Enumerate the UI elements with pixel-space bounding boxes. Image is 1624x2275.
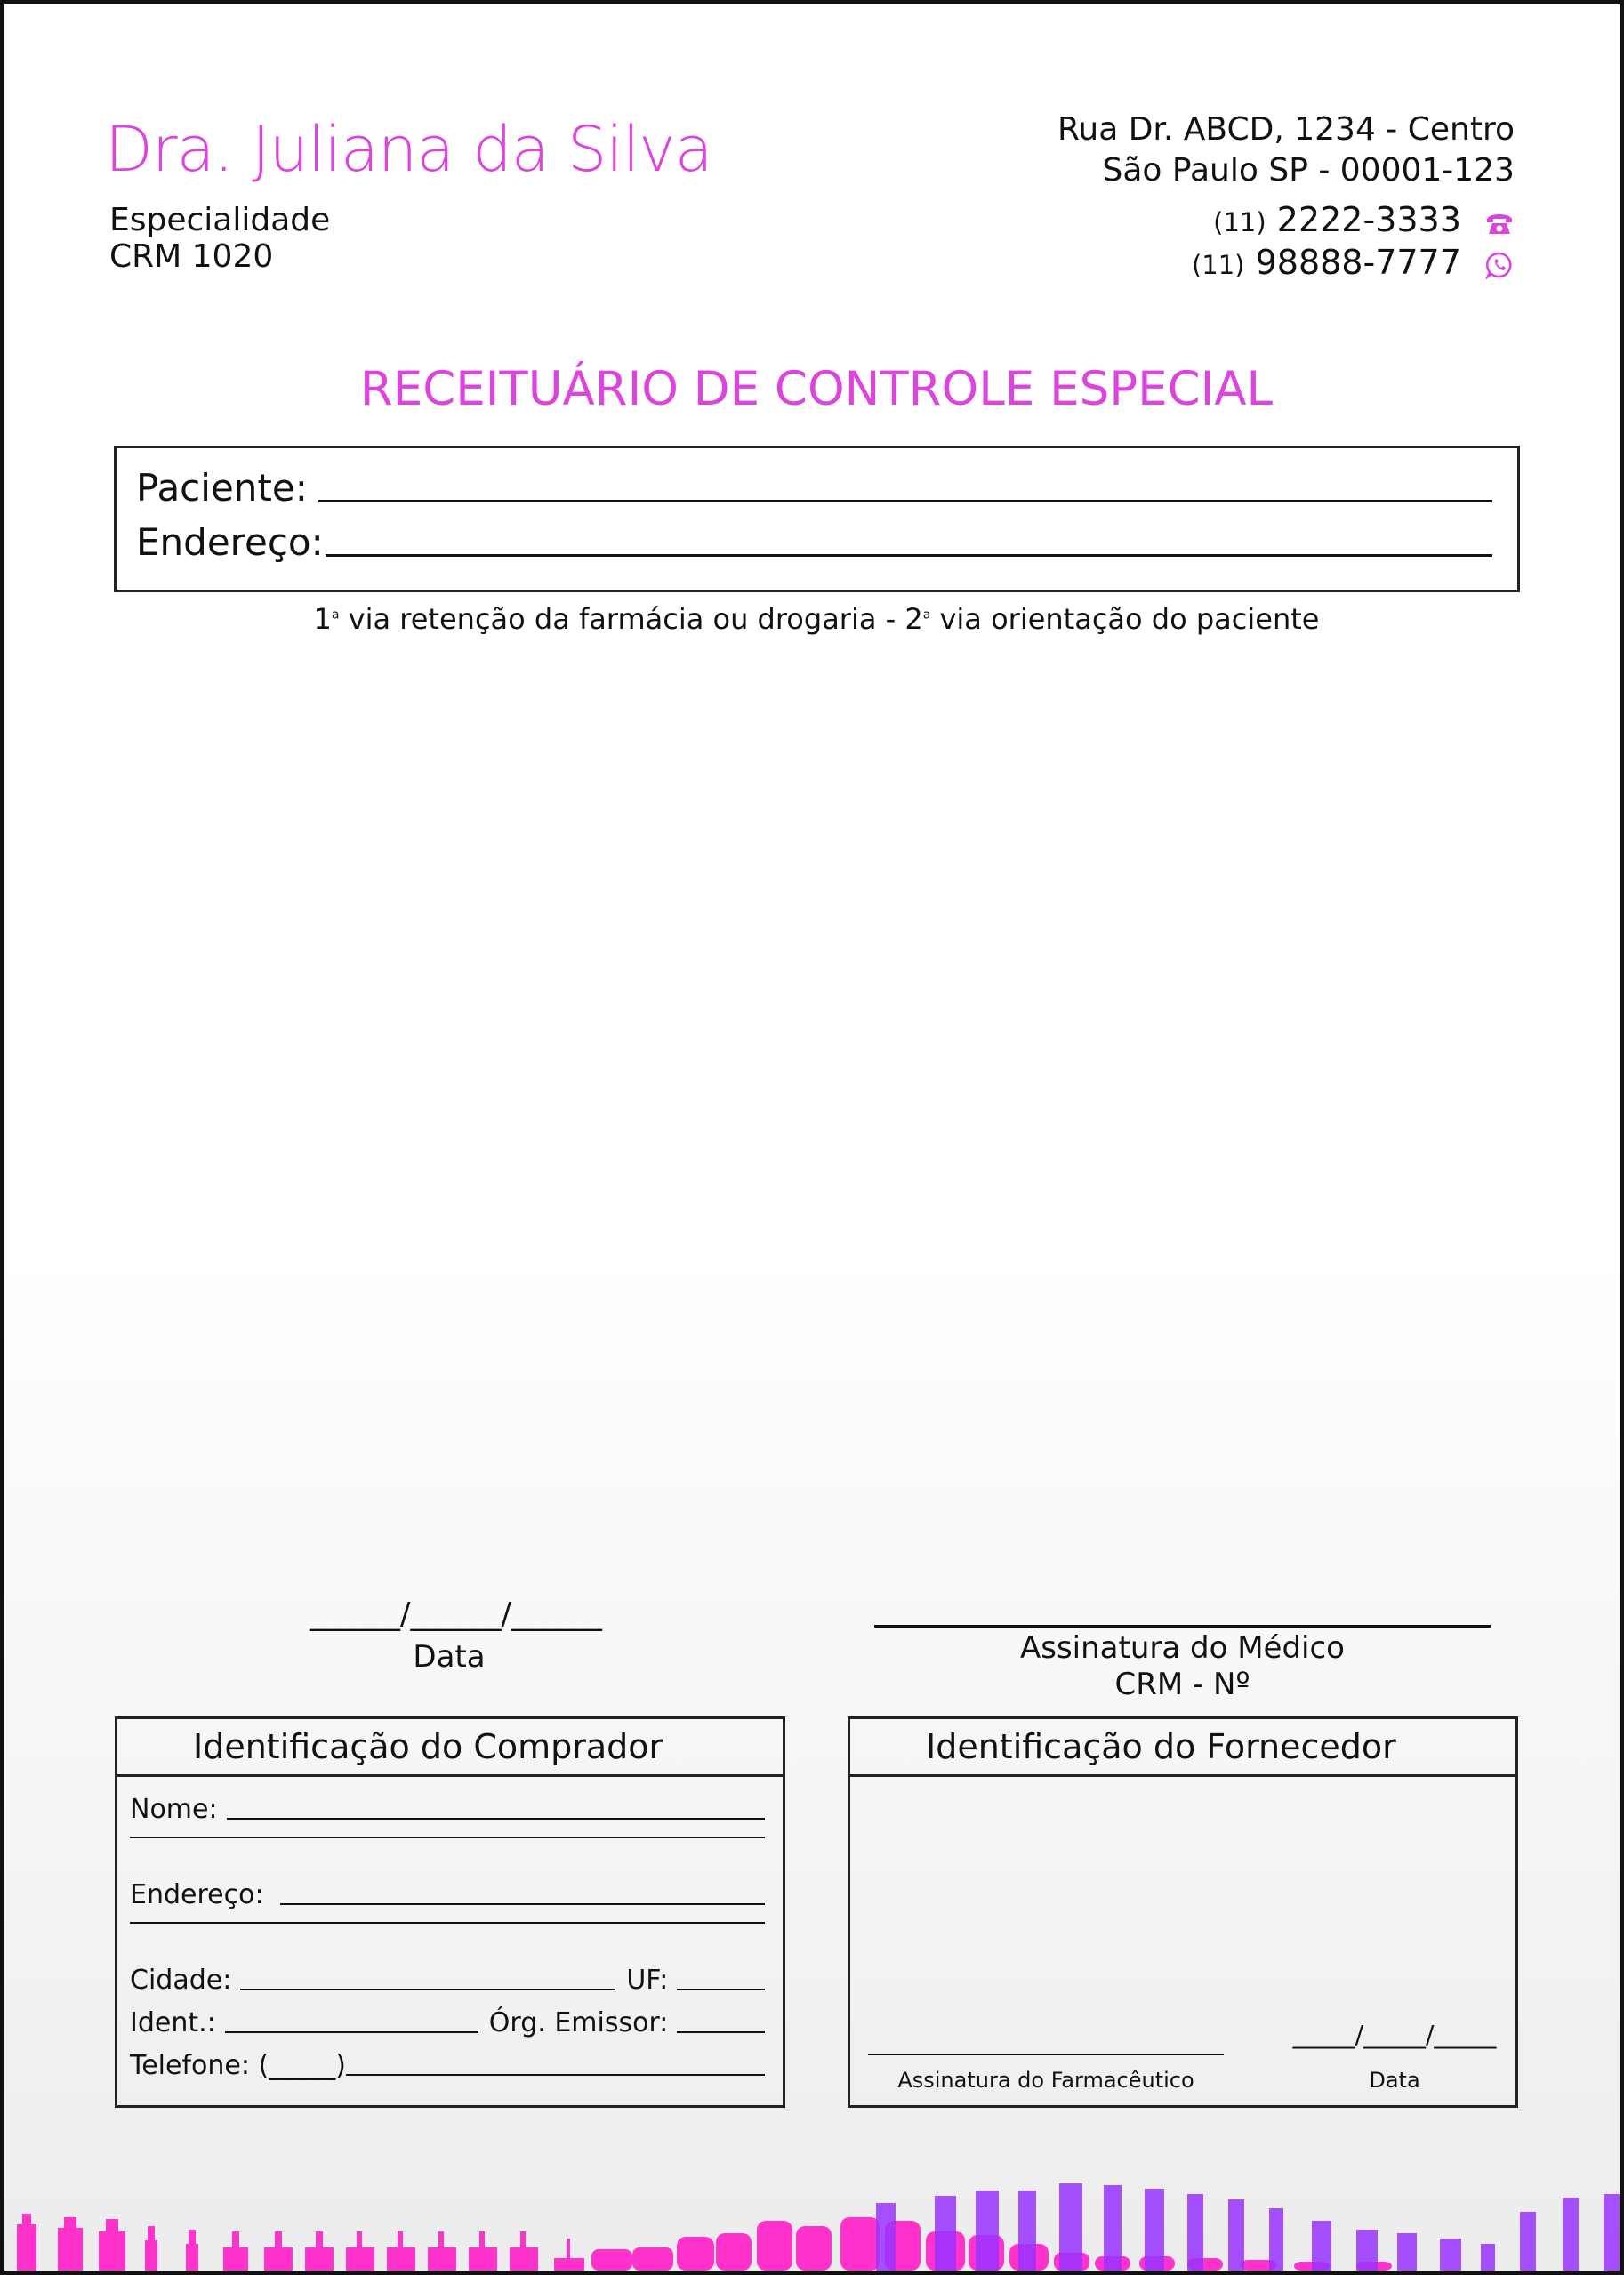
- supplier-identification-box: [848, 1716, 1518, 2108]
- prescription-date-label: Data: [413, 1639, 486, 1675]
- purple-bottles: [876, 2183, 1621, 2271]
- doctor-signature-line[interactable]: [874, 1625, 1491, 1628]
- buyer-city-row: [130, 1965, 765, 1996]
- pharmacist-signature-line[interactable]: [868, 2054, 1224, 2055]
- pink-bottles: [17, 2214, 1392, 2271]
- buyer-identification-box: [115, 1716, 785, 2108]
- phone-number: 2222-3333: [1276, 200, 1461, 239]
- buyer-address-continuation-row: [130, 1922, 765, 1929]
- specialty: Especialidade: [109, 202, 331, 238]
- prescription-date-field[interactable]: ______/______/______: [310, 1596, 602, 1632]
- buyer-uf-label: UF:: [626, 1965, 669, 1996]
- buyer-name-row: [130, 1794, 765, 1825]
- supplier-date-field[interactable]: _____/_____/_____: [1292, 2020, 1497, 2049]
- buyer-name-label: Nome:: [130, 1794, 218, 1825]
- buyer-address-continuation-field[interactable]: [130, 1922, 765, 1924]
- patient-address-row: [136, 520, 1492, 564]
- supplier-date-label: Data: [1369, 2068, 1420, 2093]
- phone-icon: [1484, 207, 1515, 237]
- buyer-uf-field[interactable]: [677, 1989, 765, 1990]
- buyer-city-field[interactable]: [240, 1989, 615, 1990]
- patient-address-field[interactable]: [326, 554, 1492, 557]
- bottles-decoration: [4, 2164, 1624, 2271]
- whatsapp-number: 98888-7777: [1255, 243, 1461, 282]
- buyer-address-row: [130, 1879, 765, 1910]
- buyer-ident-row: [130, 2007, 765, 2038]
- buyer-name-continuation-row: [130, 1837, 765, 1844]
- whatsapp-icon: [1484, 250, 1515, 280]
- buyer-box-title: Identificação do Comprador: [117, 1719, 783, 1777]
- clinic-address: [1057, 109, 1515, 191]
- pharmacist-signature-label: Assinatura do Farmacêutico: [897, 2068, 1194, 2093]
- doctor-crm-label: CRM - Nº: [1114, 1666, 1250, 1702]
- address-line-1: Rua Dr. ABCD, 1234 - Centro: [1057, 111, 1515, 148]
- buyer-issuer-label: Órg. Emissor:: [488, 2007, 669, 2038]
- whatsapp-area-code: (11): [1191, 250, 1245, 280]
- buyer-phone-row: [130, 2050, 765, 2081]
- buyer-city-label: Cidade:: [130, 1965, 232, 1996]
- patient-label: Paciente:: [136, 466, 308, 510]
- supplier-box-title: Identificação do Fornecedor: [850, 1719, 1515, 1777]
- patient-box: [114, 446, 1520, 592]
- patient-address-label: Endereço:: [136, 520, 324, 564]
- doctor-credentials: [109, 202, 330, 276]
- copy-distribution-note: 1$^a$ via retenção da farmácia ou drogaria - 2$^a$ via orientação do paciente: [313, 602, 1320, 636]
- buyer-phone-field[interactable]: [346, 2074, 765, 2076]
- phone-line: [1213, 200, 1515, 239]
- patient-row: [136, 466, 1492, 510]
- address-line-2: São Paulo SP - 00001-123: [1102, 152, 1515, 189]
- buyer-address-label: Endereço:: [130, 1879, 264, 1910]
- phone-area-code: (11): [1213, 207, 1266, 237]
- buyer-address-field[interactable]: [280, 1903, 765, 1905]
- buyer-ident-field[interactable]: [225, 2031, 478, 2033]
- buyer-ident-label: Ident.:: [130, 2007, 216, 2038]
- doctor-name: Dra. Juliana da Silva: [105, 113, 712, 186]
- doctor-signature-caption: [874, 1630, 1491, 1703]
- patient-field[interactable]: [318, 500, 1492, 502]
- doctor-signature-label: Assinatura do Médico: [1020, 1630, 1345, 1666]
- buyer-name-continuation-field[interactable]: [130, 1837, 765, 1838]
- document-title: RECEITUÁRIO DE CONTROLE ESPECIAL: [359, 362, 1274, 416]
- buyer-issuer-field[interactable]: [677, 2031, 765, 2033]
- buyer-phone-label: Telefone: (_____): [130, 2050, 346, 2081]
- crm-number: CRM 1020: [109, 238, 274, 276]
- buyer-name-field[interactable]: [227, 1818, 765, 1820]
- whatsapp-line: [1192, 243, 1515, 282]
